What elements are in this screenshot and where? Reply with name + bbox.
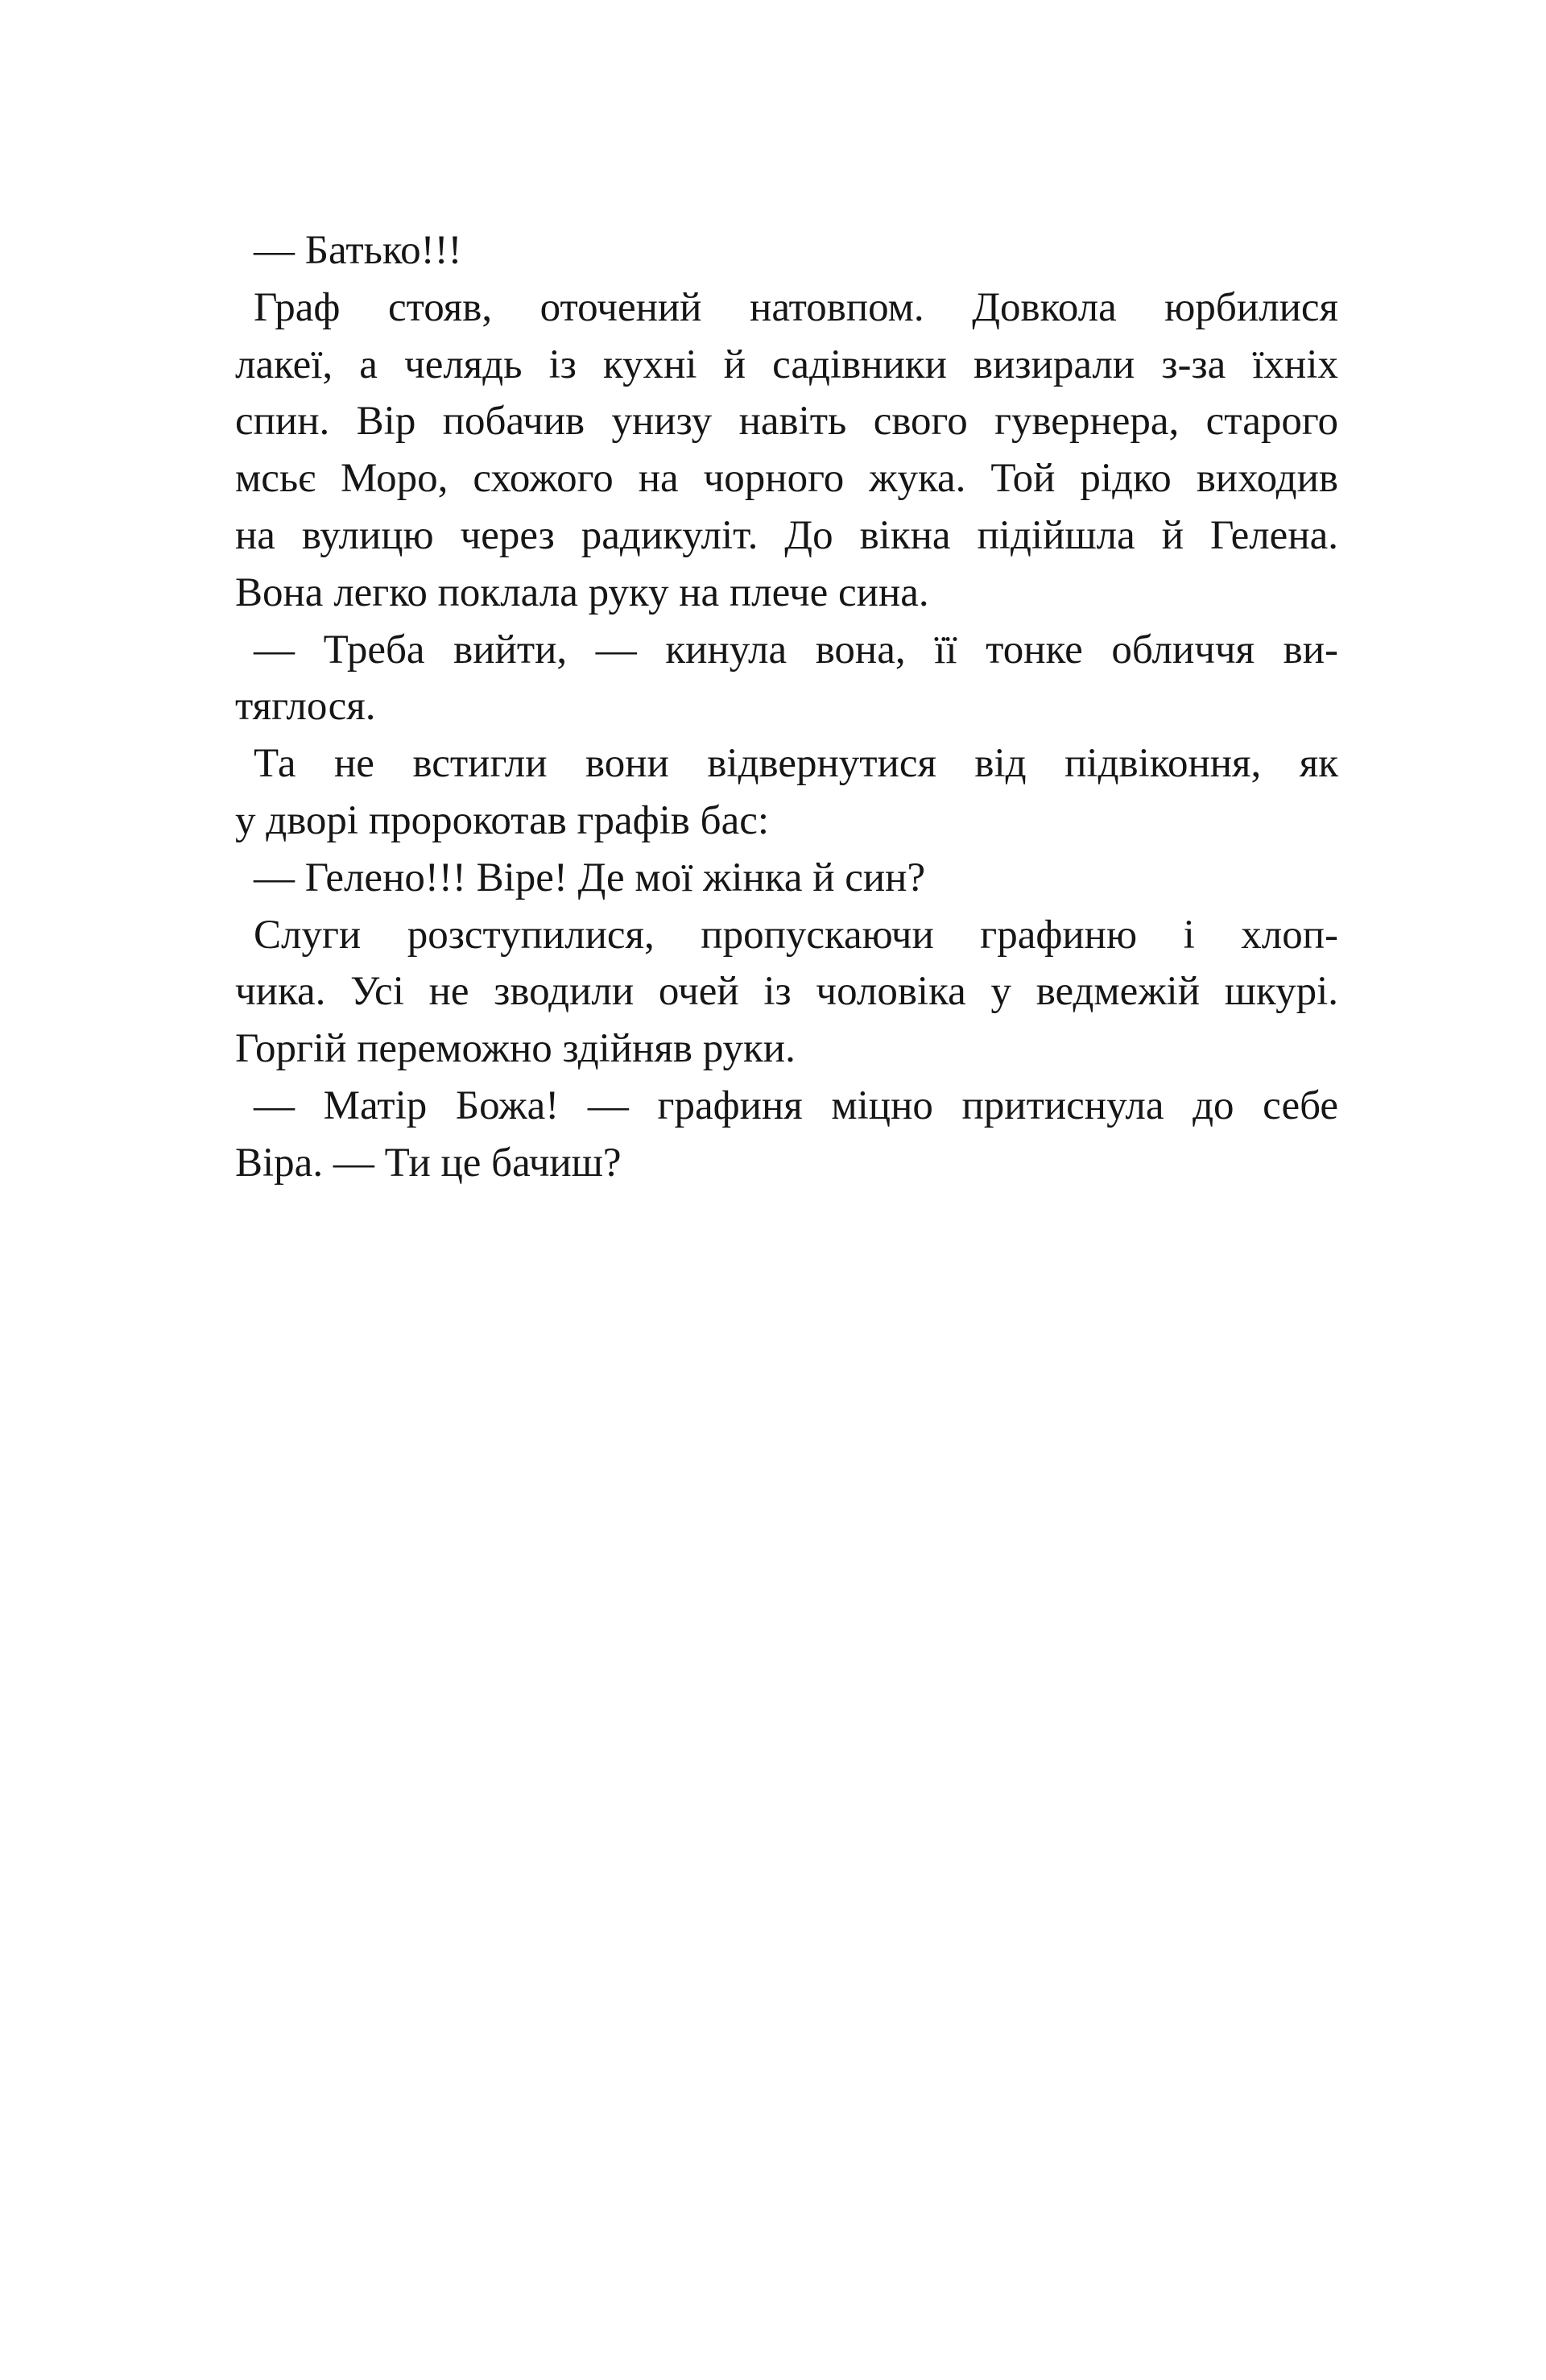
text-line: спин. Вір побачив унизу навіть свого гувернера, старого xyxy=(235,399,1338,445)
text-line: Та не встигли вони відвернутися від підвіконня, як xyxy=(254,741,1338,787)
text-line: Вона легко поклала руку на плече сина. xyxy=(235,569,929,615)
text-line: — Матір Божа! — графиня міцно притиснула до себе xyxy=(254,1082,1338,1128)
text-line: на вулицю через радикуліт. До вікна підійшла й Гелена. xyxy=(235,512,1338,558)
text-line: Слуги розступилися, пропускаючи графиню і хлоп- xyxy=(254,912,1338,958)
text-line: — Гелено!!! Віре! Де мої жінка й син? xyxy=(254,855,926,900)
text-line: лакеї, а челядь із кухні й садівники визирали з-за їхніх xyxy=(235,341,1338,387)
text-line: у дворі пророкотав графів бас: xyxy=(235,797,770,843)
text-line: — Треба вийти, — кинула вона, її тонке обличчя ви- xyxy=(254,627,1338,673)
text-line: Граф стояв, оточений натовпом. Довкола юрбилися xyxy=(254,284,1338,330)
text-line: Віра. — Ти це бачиш? xyxy=(235,1140,622,1186)
page-body-text xyxy=(235,222,1338,1192)
text-line: чика. Усі не зводили очей із чоловіка у ведмежій шкурі. xyxy=(235,969,1338,1015)
text-line: Горгій переможно здійняв руки. xyxy=(235,1026,796,1072)
text-line: тяглося. xyxy=(235,684,376,730)
text-line: мсьє Моро, схожого на чорного жука. Той рідко виходив xyxy=(235,456,1338,502)
text-line: — Батько!!! xyxy=(254,228,462,273)
